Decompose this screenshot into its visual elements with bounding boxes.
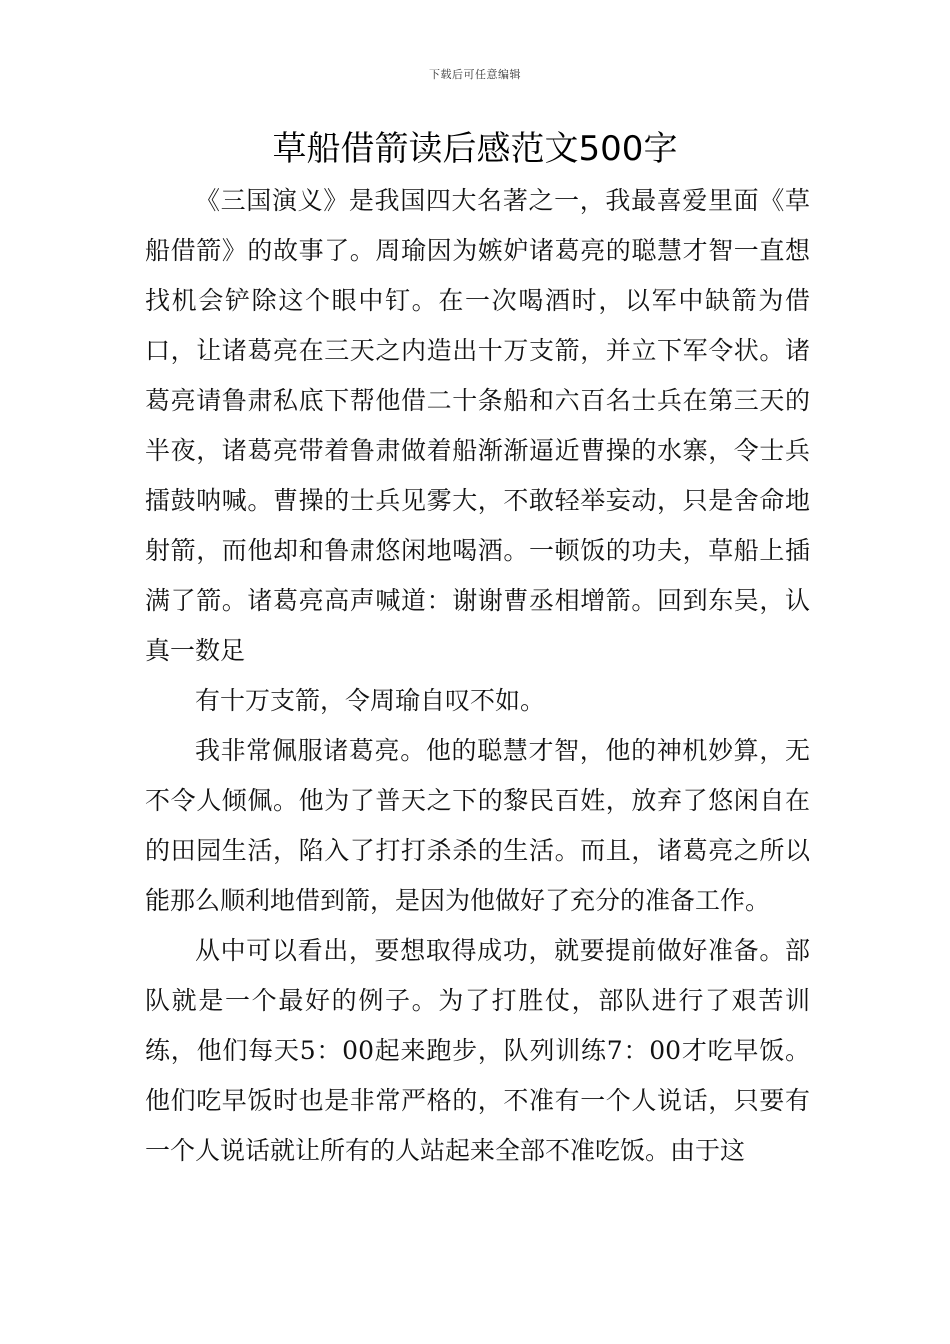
paragraph-4: 从中可以看出，要想取得成功，就要提前做好准备。部队就是一个最好的例子。为了打胜仗，部队进行了艰苦训练，他们每天5：00起来跑步，队列训练7：00才吃早饭。他们吃早饭时也是非常严格的，不准有一个人说话，只要有一个人说话就让所有的人站起来全部不准吃饭。由于这 [145, 936, 810, 1165]
document-title: 草船借箭读后感范文500字 [272, 129, 678, 169]
paragraph-3: 我非常佩服诸葛亮。他的聪慧才智，他的神机妙算，无不令人倾佩。他为了普天之下的黎民百姓，放弃了悠闲自在的田园生活，陷入了打打杀杀的生活。而且，诸葛亮之所以能那么顺利地借到箭，是因为他做好了充分的准备工作。 [145, 736, 810, 915]
paragraph-1: 《三国演义》是我国四大名著之一，我最喜爱里面《草船借箭》的故事了。周瑜因为嫉妒诸葛亮的聪慧才智一直想找机会铲除这个眼中钉。在一次喝酒时，以军中缺箭为借口，让诸葛亮在三天之内造出十万支箭，并立下军令状。诸葛亮请鲁肃私底下帮他借二十条船和六百名士兵在第三天的半夜，诸葛亮带着鲁肃做着船渐渐逼近曹操的水寨，令士兵擂鼓呐喊。曹操的士兵见雾大，不敢轻举妄动，只是舍命地射箭，而他却和鲁肃悠闲地喝酒。一顿饭的功夫，草船上插满了箭。诸葛亮高声喊道：谢谢曹丞相增箭。回到东吴，认真一数足 [145, 186, 810, 665]
document-body [145, 176, 810, 1176]
page-header-note: 下载后可任意编辑 [429, 68, 521, 81]
paragraph-2: 有十万支箭，令周瑜自叹不如。 [195, 686, 546, 715]
